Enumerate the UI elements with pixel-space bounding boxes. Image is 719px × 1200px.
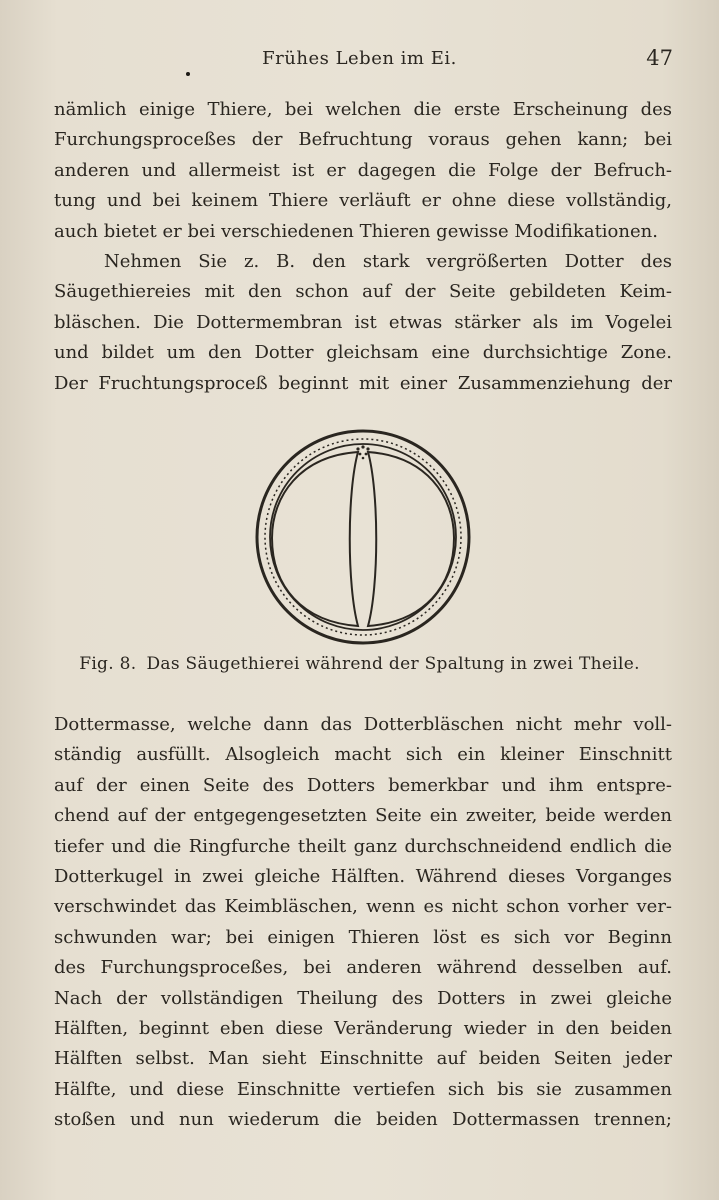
figure-caption bbox=[0, 654, 719, 674]
paragraph-1 bbox=[54, 95, 672, 247]
text-line: ständig ausfüllt. Alsogleich macht sich ein kleiner Einschnitt bbox=[54, 744, 672, 766]
text-line: auf der einen Seite des Dotters bemerkbar und ihm entspre- bbox=[54, 774, 672, 796]
text-line: und bildet um den Dotter gleichsam eine durchsichtige Zone. bbox=[54, 342, 672, 364]
text-line: Nehmen Sie z. B. den stark vergrößerten Dotter des bbox=[104, 251, 672, 272]
text-line: schwunden war; bei einigen Thieren löst es sich vor Beginn bbox=[54, 926, 672, 948]
text-line: anderen und allermeist ist er dagegen die Folge der Befruch- bbox=[54, 159, 672, 181]
text-line: tiefer und die Ringfurche theilt ganz durchschneidend endlich die bbox=[54, 835, 672, 857]
text-line: Furchungsproceßes der Befruchtung voraus gehen kann; bei bbox=[54, 129, 672, 151]
ink-speck bbox=[186, 72, 190, 76]
text-line: Der Fruchtungsproceß beginnt mit einer Zusammenziehung der bbox=[54, 372, 672, 394]
text-line: Dotterkugel in zwei gleiche Hälften. Während dieses Vorganges bbox=[54, 865, 672, 887]
text-line: Hälften selbst. Man sieht Einschnitte auf beiden Seiten jeder bbox=[54, 1048, 672, 1070]
figure-label: Fig. 8. bbox=[79, 654, 137, 674]
text-line: Dottermasse, welche dann das Dotterbläschen nicht mehr voll- bbox=[54, 714, 672, 735]
egg-division-illustration bbox=[250, 426, 476, 648]
paragraph-2 bbox=[54, 247, 672, 399]
text-line: verschwindet das Keimbläschen, wenn es nicht schon vorher ver- bbox=[54, 896, 672, 918]
text-line: nämlich einige Thiere, bei welchen die erste Erscheinung des bbox=[54, 99, 672, 120]
text-line: Säugethiereies mit den schon auf der Seite gebildeten Keim- bbox=[54, 281, 672, 303]
text-line: Nach der vollständigen Theilung des Dotters in zwei gleiche bbox=[54, 987, 672, 1009]
text-line: Hälften, beginnt eben diese Veränderung wieder in den beiden bbox=[54, 1017, 672, 1039]
page-number: 47 bbox=[646, 46, 673, 70]
text-line: stoßen und nun wiederum die beiden Dottermassen trennen; bbox=[54, 1109, 672, 1131]
text-line: bläschen. Die Dottermembran ist etwas stärker als im Vogelei bbox=[54, 311, 672, 333]
text-line: tung und bei keinem Thiere verläuft er ohne diese vollständig, bbox=[54, 190, 672, 212]
running-title: Frühes Leben im Ei. bbox=[262, 48, 457, 69]
text-line: des Furchungsproceßes, bei anderen während desselben auf. bbox=[54, 957, 672, 979]
figure-caption-text: Das Säugethierei während der Spaltung in zwei Theile. bbox=[146, 654, 640, 674]
page-header bbox=[0, 44, 719, 78]
text-line: Hälfte, und diese Einschnitte vertiefen sich bis sie zusammen bbox=[54, 1078, 672, 1100]
paragraph-3 bbox=[54, 710, 672, 1135]
text-line: chend auf der entgegengesetzten Seite ein zweiter, beide werden bbox=[54, 805, 672, 827]
text-line: auch bietet er bei verschiedenen Thieren gewisse Modifikationen. bbox=[54, 220, 658, 242]
figure-illustration bbox=[250, 426, 476, 648]
